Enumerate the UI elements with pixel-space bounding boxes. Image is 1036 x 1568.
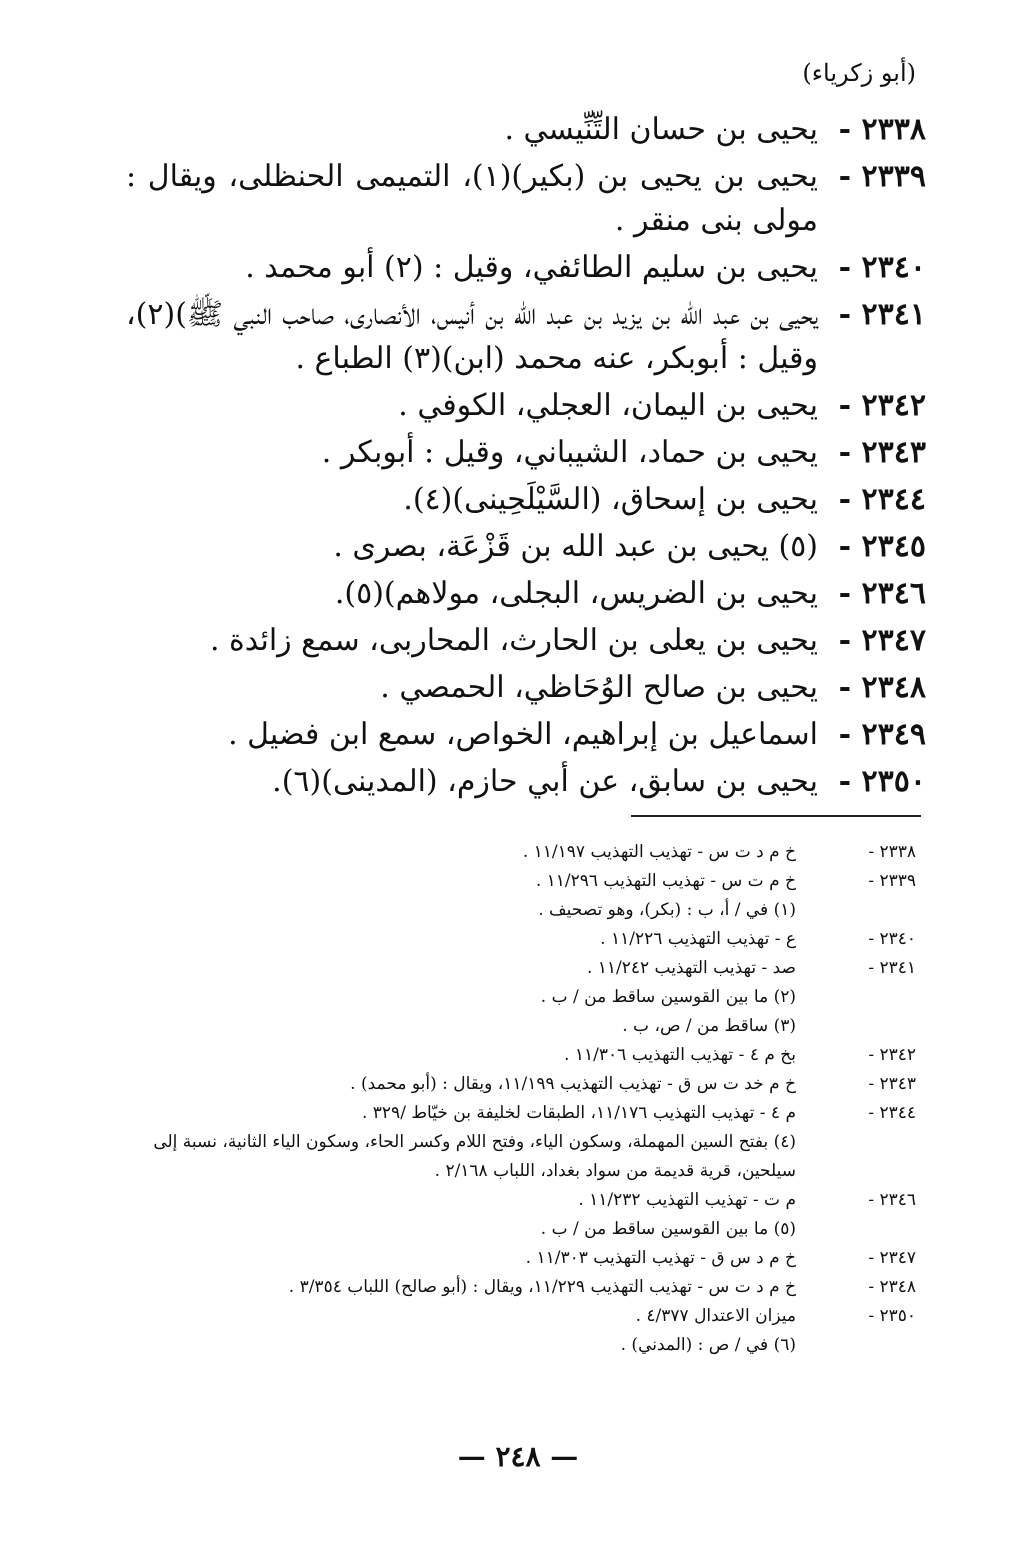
entry: [126, 246, 926, 290]
entry-text: يحيى بن الضريس، البجلى، مولاهم)(٥).: [334, 576, 818, 611]
footnote: [101, 1273, 916, 1302]
running-header: (أبو زكرياء): [802, 59, 916, 87]
footnote-text: م ت - تهذيب التهذيب ١١/٢٣٢ .: [578, 1190, 796, 1210]
footnote-text: ع - تهذيب التهذيب ١١/٢٢٦ .: [600, 929, 796, 949]
footnote-text: خ م د س ق - تهذيب التهذيب ١١/٣٠٣ .: [525, 1248, 796, 1268]
footnote-text: (٦) في / ص : (المدني) .: [620, 1335, 796, 1355]
footnote-text: ميزان الاعتدال ٤/٣٧٧ .: [635, 1306, 796, 1326]
footnote-number: ٢٣٣٩ -: [868, 871, 916, 891]
footnote: [101, 1331, 916, 1360]
footnote-text: (١) في / أ، ب : (بكر)، وهو تصحيف .: [538, 900, 796, 920]
entry: [126, 431, 926, 475]
entry: [126, 293, 926, 381]
entry: [126, 155, 926, 243]
footnote: [101, 954, 916, 983]
entry-number: ٢٣٥٠ -: [838, 764, 926, 799]
entry: [126, 478, 926, 522]
entry-number: ٢٣٤٤ -: [838, 482, 926, 517]
entry-text: يحيى بن سابق، عن أبي حازم، (المدينى)(٦).: [272, 764, 818, 799]
entry-text: (٥) يحيى بن عبد الله بن قَزْعَة، بصرى .: [333, 529, 818, 564]
entry-text: يحيى بن صالح الوُحَاظي، الحمصي .: [380, 670, 818, 705]
entry-text: اسماعيل بن إبراهيم، الخواص، سمع ابن فضيل .: [228, 717, 818, 752]
footnote-number: ٢٣٤١ -: [868, 958, 916, 978]
entry-text: يحيى بن إسحاق، (السَّيْلَحِينى)(٤).: [403, 482, 818, 517]
entry-number: ٢٣٤٧ -: [838, 623, 926, 658]
entry-text: يحيى بن عبد الله بن يزيد بن عبد الله بن أنيس، الأنصارى، صاحب النبي ﷺ)(٢)، وقيل : أبوبكر، عنه محمد (ابن)(٣) الطباع .: [126, 297, 818, 376]
footnote: [101, 1186, 916, 1215]
entry-text: يحيى بن اليمان، العجلي، الكوفي .: [398, 388, 818, 423]
footnote: [101, 1070, 916, 1099]
entry-number: ٢٣٤٦ -: [838, 576, 926, 611]
entry: [126, 384, 926, 428]
entry-text: يحيى بن حماد، الشيباني، وقيل : أبوبكر .: [321, 435, 818, 470]
footnote-number: ٢٣٤٦ -: [868, 1190, 916, 1210]
entry: [126, 666, 926, 710]
footnote-text: خ م د ت س - تهذيب التهذيب ١١/٢٢٩، ويقال : (أبو صالح) اللباب ٣/٣٥٤ .: [288, 1277, 796, 1297]
footnote-text: خ م د ت س - تهذيب التهذيب ١١/١٩٧ .: [522, 842, 796, 862]
footnote-text: صد - تهذيب التهذيب ١١/٢٤٢ .: [586, 958, 796, 978]
entry: [126, 525, 926, 569]
footnote: [101, 925, 916, 954]
entry: [126, 760, 926, 804]
footnote-text: (٥) ما بين القوسين ساقط من / ب .: [540, 1219, 796, 1239]
entry-number: ٢٣٤١ -: [838, 297, 926, 332]
footnote-text: خ م ت س - تهذيب التهذيب ١١/٢٩٦ .: [535, 871, 796, 891]
footnote-number: ٢٣٤٣ -: [868, 1074, 916, 1094]
footnote: [101, 867, 916, 896]
footnote: [101, 1215, 916, 1244]
footnote-number: ٢٣٤٧ -: [868, 1248, 916, 1268]
footnote-text: م ٤ - تهذيب التهذيب ١١/١٧٦، الطبقات لخليفة بن خيّاط /٣٢٩ .: [361, 1103, 796, 1123]
footnote: [101, 896, 916, 925]
entry-text: يحيى بن يعلى بن الحارث، المحاربى، سمع زائدة .: [209, 623, 818, 658]
entry-text: يحيى بن سليم الطائفي، وقيل : (٢) أبو محمد .: [245, 250, 818, 285]
entry-number: ٢٣٤٠ -: [838, 250, 926, 285]
footnote: [101, 1128, 916, 1186]
footnotes: [101, 838, 916, 1360]
entry-number: ٢٣٣٨ -: [838, 112, 926, 147]
entry-number: ٢٣٤٣ -: [838, 435, 926, 470]
footnote: [101, 1244, 916, 1273]
footnote-text: (٢) ما بين القوسين ساقط من / ب .: [540, 987, 796, 1007]
entry: [126, 108, 926, 152]
footnote-number: ٢٣٥٠ -: [868, 1306, 916, 1326]
footnote: [101, 1041, 916, 1070]
entry-text: يحيى بن يحيى بن (بكير)(١)، التميمى الحنظلى، ويقال : مولى بنى منقر .: [126, 159, 818, 238]
entry-number: ٢٣٤٩ -: [838, 717, 926, 752]
footnote-text: (٤) بفتح السين المهملة، وسكون الياء، وفتح اللام وكسر الحاء، وسكون الياء الثانية، نسبة إلى سيلحين، قرية قديمة من سواد بغداد، اللباب ٢/١٦٨ .: [153, 1132, 796, 1181]
entry: [126, 619, 926, 663]
footnote: [101, 1012, 916, 1041]
footnote: [101, 838, 916, 867]
entry: [126, 713, 926, 757]
entry-number: ٢٣٤٥ -: [838, 529, 926, 564]
entry-text: يحيى بن حسان التِّنِّيسي .: [504, 112, 818, 147]
footnote-text: (٣) ساقط من / ص، ب .: [622, 1016, 796, 1036]
page-number: — ٢٤٨ —: [457, 1440, 579, 1473]
footnote-number: ٢٣٤٢ -: [868, 1045, 916, 1065]
footnote: [101, 983, 916, 1012]
footnote-number: ٢٣٤٨ -: [868, 1277, 916, 1297]
entry-number: ٢٣٤٢ -: [838, 388, 926, 423]
entry-number: ٢٣٣٩ -: [838, 159, 926, 194]
footnote: [101, 1099, 916, 1128]
footnote-divider: [631, 815, 921, 817]
entry-number: ٢٣٤٨ -: [838, 670, 926, 705]
entry-list: [126, 108, 926, 807]
footnote: [101, 1302, 916, 1331]
entry: [126, 572, 926, 616]
footnote-number: ٢٣٤٠ -: [868, 929, 916, 949]
footnote-number: ٢٣٤٤ -: [868, 1103, 916, 1123]
footnote-text: خ م خد ت س ق - تهذيب التهذيب ١١/١٩٩، ويقال : (أبو محمد) .: [350, 1074, 796, 1094]
footnote-number: ٢٣٣٨ -: [868, 842, 916, 862]
footnote-text: بخ م ٤ - تهذيب التهذيب ١١/٣٠٦ .: [564, 1045, 796, 1065]
